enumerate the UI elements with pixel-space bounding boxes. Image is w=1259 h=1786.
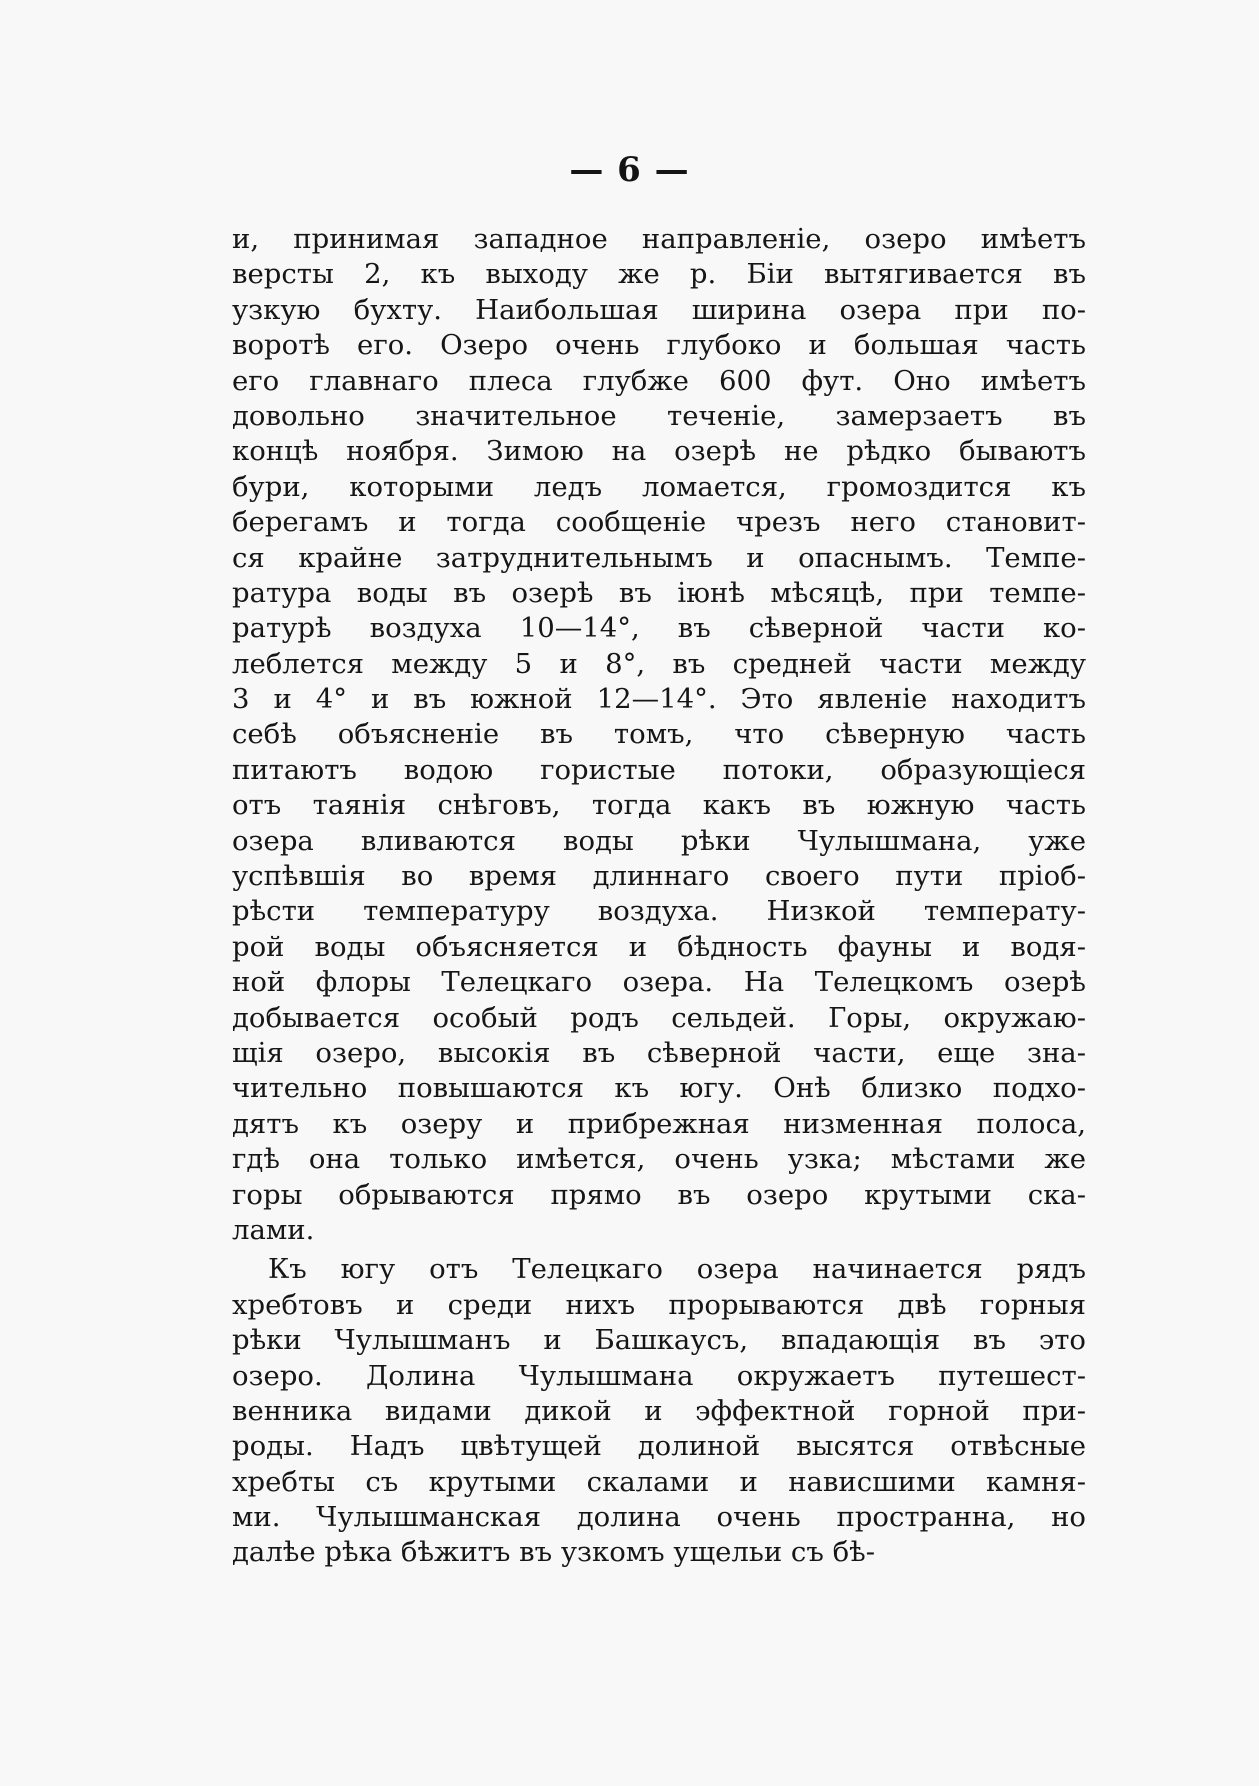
text-line: ратура воды въ озерѣ въ іюнѣ мѣсяцѣ, при темпе-: [232, 576, 1086, 609]
text-line: себѣ объясненіе въ томъ, что сѣверную часть: [232, 718, 1086, 751]
text-line: концѣ ноября. Зимою на озерѣ не рѣдко бываютъ: [232, 435, 1086, 468]
text-line: далѣе рѣка бѣжитъ въ узкомъ ущельи съ бѣ-: [232, 1536, 876, 1569]
text-line: версты 2, къ выходу же р. Біи вытягивается въ: [232, 258, 1086, 291]
text-line: добывается особый родъ сельдей. Горы, окружаю-: [232, 1001, 1086, 1034]
text-line: леблется между 5 и 8°, въ средней части между: [232, 647, 1086, 680]
text-line: питаютъ водою гористые потоки, образующіеся: [232, 753, 1086, 786]
text-line: рой воды объясняется и бѣдность фауны и водя-: [232, 930, 1086, 963]
text-line: ся крайне затруднительнымъ и опаснымъ. Темпе-: [232, 541, 1086, 574]
text-line: ной флоры Телецкаго озера. На Телецкомъ озерѣ: [232, 966, 1086, 999]
text-line: Къ югу отъ Телецкаго озера начинается рядъ: [268, 1253, 1086, 1286]
text-line: гдѣ она только имѣется, очень узка; мѣстами же: [232, 1143, 1086, 1176]
body-text: [232, 222, 1086, 1571]
text-line: рѣсти температуру воздуха. Низкой температу-: [232, 895, 1086, 928]
text-line: бури, которыми ледъ ломается, громоздится къ: [232, 470, 1086, 503]
text-line: 3 и 4° и въ южной 12—14°. Это явленіе находитъ: [232, 683, 1086, 716]
text-line: горы обрываются прямо въ озеро крутыми ска-: [232, 1178, 1086, 1211]
text-line: воротѣ его. Озеро очень глубоко и большая часть: [232, 329, 1086, 362]
text-line: рѣки Чулышманъ и Башкаусъ, впадающія въ это: [232, 1324, 1086, 1357]
text-line: узкую бухту. Наибольшая ширина озера при по-: [232, 293, 1086, 326]
text-line: хребты съ крутыми скалами и нависшими камня-: [232, 1465, 1086, 1498]
text-line: ратурѣ воздуха 10—14°, въ сѣверной части ко-: [232, 612, 1086, 645]
text-line: лами.: [232, 1213, 315, 1246]
text-line: и, принимая западное направленіе, озеро имѣетъ: [232, 223, 1086, 255]
page-number: — 6 —: [569, 150, 690, 190]
text-line: успѣвшія во время длиннаго своего пути пріоб-: [232, 860, 1086, 893]
text-line: хребтовъ и среди нихъ прорываются двѣ горныя: [232, 1288, 1086, 1321]
text-line: ми. Чулышманская долина очень пространна, но: [232, 1501, 1086, 1534]
text-line: озера вливаются воды рѣки Чулышмана, уже: [232, 824, 1086, 857]
text-line: озеро. Долина Чулышмана окружаетъ путешест-: [232, 1359, 1086, 1392]
text-line: дятъ къ озеру и прибрежная низменная полоса,: [232, 1107, 1086, 1140]
text-line: отъ таянія снѣговъ, тогда какъ въ южную часть: [232, 789, 1086, 822]
text-line: венника видами дикой и эффектной горной при-: [232, 1394, 1086, 1427]
text-line: щія озеро, высокія въ сѣверной части, еще зна-: [232, 1036, 1086, 1069]
text-line: чительно повышаются къ югу. Онѣ близко подхо-: [232, 1072, 1086, 1105]
text-line: его главнаго плеса глубже 600 фут. Оно имѣетъ: [232, 364, 1086, 397]
text-line: берегамъ и тогда сообщеніе чрезъ него становит-: [232, 506, 1086, 539]
text-line: довольно значительное теченіе, замерзаетъ въ: [232, 399, 1086, 432]
text-line: роды. Надъ цвѣтущей долиной высятся отвѣсные: [232, 1430, 1086, 1463]
